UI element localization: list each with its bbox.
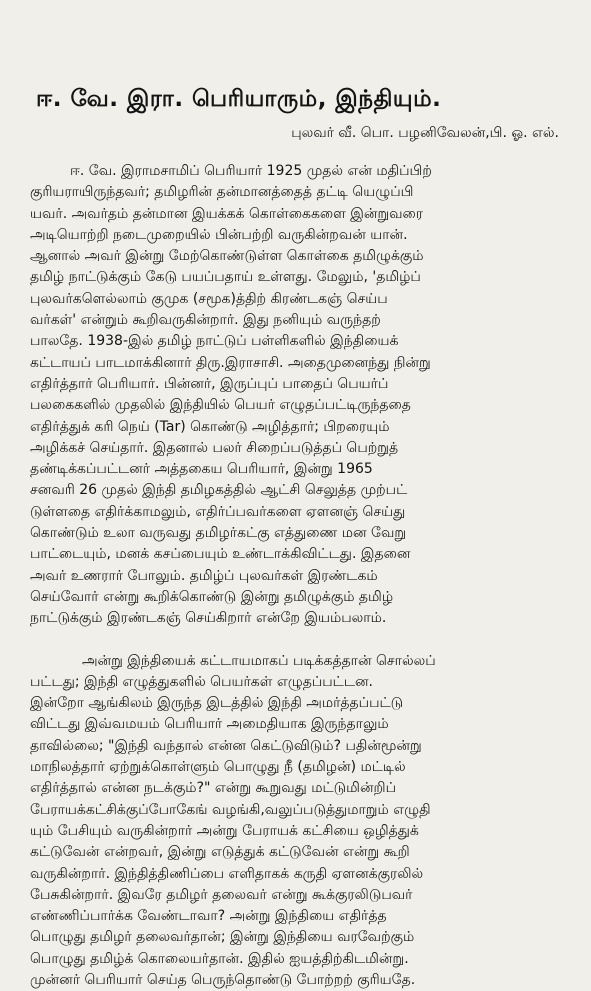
text-line: இன்றோ ஆங்கிலம் இருந்த இடத்தில் இந்தி அமர்த்தப்பட்டு	[30, 695, 404, 712]
text-line: பேசுகின்றார். இவரே தமிழர் தலைவர் என்று கூக்குரலிடுபவர்	[30, 886, 413, 903]
text-line: எதிர்த்துக் கரி நெய் (Tar) கொண்டு அழித்தார்; பிறரையும்	[30, 418, 390, 435]
text-line: அழிக்கச் செய்தார். இதனால் பலர் சிறைப்படுத்தப் பெற்றுத்	[30, 439, 399, 456]
text-line: விட்டது இவ்வமயம் பெரியார் அமைதியாக இருந்தாலும்	[30, 716, 389, 733]
text-line: நாட்டுக்கும் இரண்டகஞ் செய்கிறார் என்றே இயம்பலாம்.	[30, 610, 387, 627]
text-line: கட்டாயப் பாடமாக்கினார் திரு.இராசாசி. அதைமுனைந்து நின்று	[30, 354, 431, 371]
text-line: தண்டிக்கப்பட்டனர் அத்தகைய பெரியார், இன்று 1965	[30, 461, 373, 478]
text-line: யும் பேசியும் வருகின்றார் அன்று பேராயக் கட்சியை ஒழித்துக்	[30, 822, 419, 839]
text-line: பேராயக்கட்சிக்குப்போகேங் வழங்கி,வலுப்படுத்துமாறும் எழுதி	[30, 801, 431, 818]
text-line: குரியராயிருந்தவர்; தமிழரின் தன்மானத்தைத் தட்டி யெழுப்பி	[30, 184, 414, 201]
text-line: கட்டுவேன் என்றவர், இன்று எடுத்துக் கட்டுவேன் என்று கூறி	[30, 844, 410, 861]
text-line: பொழுது தமிழ்க் கொலையர்தான். இதில் ஐயத்திற்கிடமின்று.	[30, 950, 409, 967]
text-line: தாவில்லை; "இந்தி வந்தால் என்ன கெட்டுவிடும்? பதின்மூன்று	[30, 737, 422, 754]
paragraph-2	[30, 651, 563, 991]
text-line: எண்ணிப்பார்க்க வேண்டாவா? அன்று இந்தியை எதிர்த்த	[30, 908, 387, 925]
text-line: பாலதே. 1938-இல் தமிழ் நாட்டுப் பள்ளிகளில் இந்தியைக்	[30, 333, 399, 350]
text-line: டுள்ளதை எதிர்க்காமலும், எதிர்ப்பவர்களை ஏளனஞ் செய்து	[30, 503, 406, 520]
text-line: பட்டது; இந்தி எழுத்துகளில் பெயர்கள் எழுதப்பட்டன.	[30, 673, 373, 690]
paragraph-1	[30, 161, 563, 630]
text-line: அடியொற்றி நடைமுறையில் பின்பற்றி வருகின்றவன் யான்.	[30, 226, 408, 243]
text-line: ஈ. வே. இராமசாமிப் பெரியார் 1925 முதல் என் மதிப்பிற்	[70, 163, 432, 179]
text-line: எதிர்த்தால் என்ன நடக்கும்?" என்று கூறுவது மட்டுமின்றிப்	[30, 780, 396, 797]
text-line: அன்று இந்தியைக் கட்டாயமாகப் படிக்கத்தான் சொல்லப்	[82, 652, 436, 669]
text-line: அவர் உணரார் போலும். தமிழ்ப் புலவர்கள் இரண்டகம்	[30, 567, 378, 584]
text-line: வருகின்றார். இந்தித்திணிப்பை எளிதாகக் கருதி ஏளனக்குரலில்	[30, 865, 424, 882]
text-line: கொண்டும் உலா வருவது தமிழர்கட்கு எத்துணை மன வேறு	[30, 525, 407, 542]
text-line: தமிழ் நாட்டுக்கும் கேடு பயப்பதாய் உள்ளது. மேலும், 'தமிழ்ப்	[30, 269, 421, 286]
text-line: பொழுது தமிழர் தலைவர்தான்; இன்று இந்தியை வரவேற்கும்	[30, 929, 415, 946]
text-line: பாட்டையும், மனக் கசப்பையும் உண்டாக்கிவிட்டது. இதனை	[30, 546, 411, 563]
text-line: யவர். அவர்தம் தன்மான இயக்கக் கொள்கைகளை இன்றுவரை	[30, 205, 424, 222]
text-line: ஆனால் அவர் இன்று மேற்கொண்டுள்ள கொள்கை தமிழுக்கும்	[30, 248, 424, 265]
text-line: மாநிலத்தார் ஏற்றுக்கொள்ளும் பொழுது நீ (தமிழன்) மட்டில்	[30, 759, 406, 776]
text-line: புலவர்களெல்லாம் குமுக (சமூக)த்திற் கிரண்டகஞ் செய்ப	[30, 290, 388, 307]
text-line: செய்வோர் என்று கூறிக்கொண்டு இன்று தமிழுக்கும் தமிழ்	[30, 588, 394, 605]
text-line: முன்னர் பெரியார் செய்த பெருந்தொண்டு போற்றற் குரியதே.	[30, 971, 416, 988]
text-line: எதிர்த்தார் பெரியார். பின்னர், இருப்புப் பாதைப் பெயர்ப்	[30, 375, 389, 392]
article-title: ஈ. வே. இரா. பெரியாரும், இந்தியும்.	[36, 86, 442, 112]
author-byline: புலவர் வீ. பொ. பழனிவேலன்,பி. ஓ. எல்.	[291, 125, 559, 141]
text-line: சனவரி 26 முதல் இந்தி தமிழகத்தில் ஆட்சி செலுத்த முற்பட்	[30, 482, 408, 499]
text-line: பலகைகளில் முதலில் இந்தியில் பெயர் எழுதப்பட்டிருந்ததை	[30, 397, 411, 414]
text-line: வர்கள்' என்றும் கூறிவருகின்றார். இது நனியும் வருந்தற்	[30, 312, 381, 329]
